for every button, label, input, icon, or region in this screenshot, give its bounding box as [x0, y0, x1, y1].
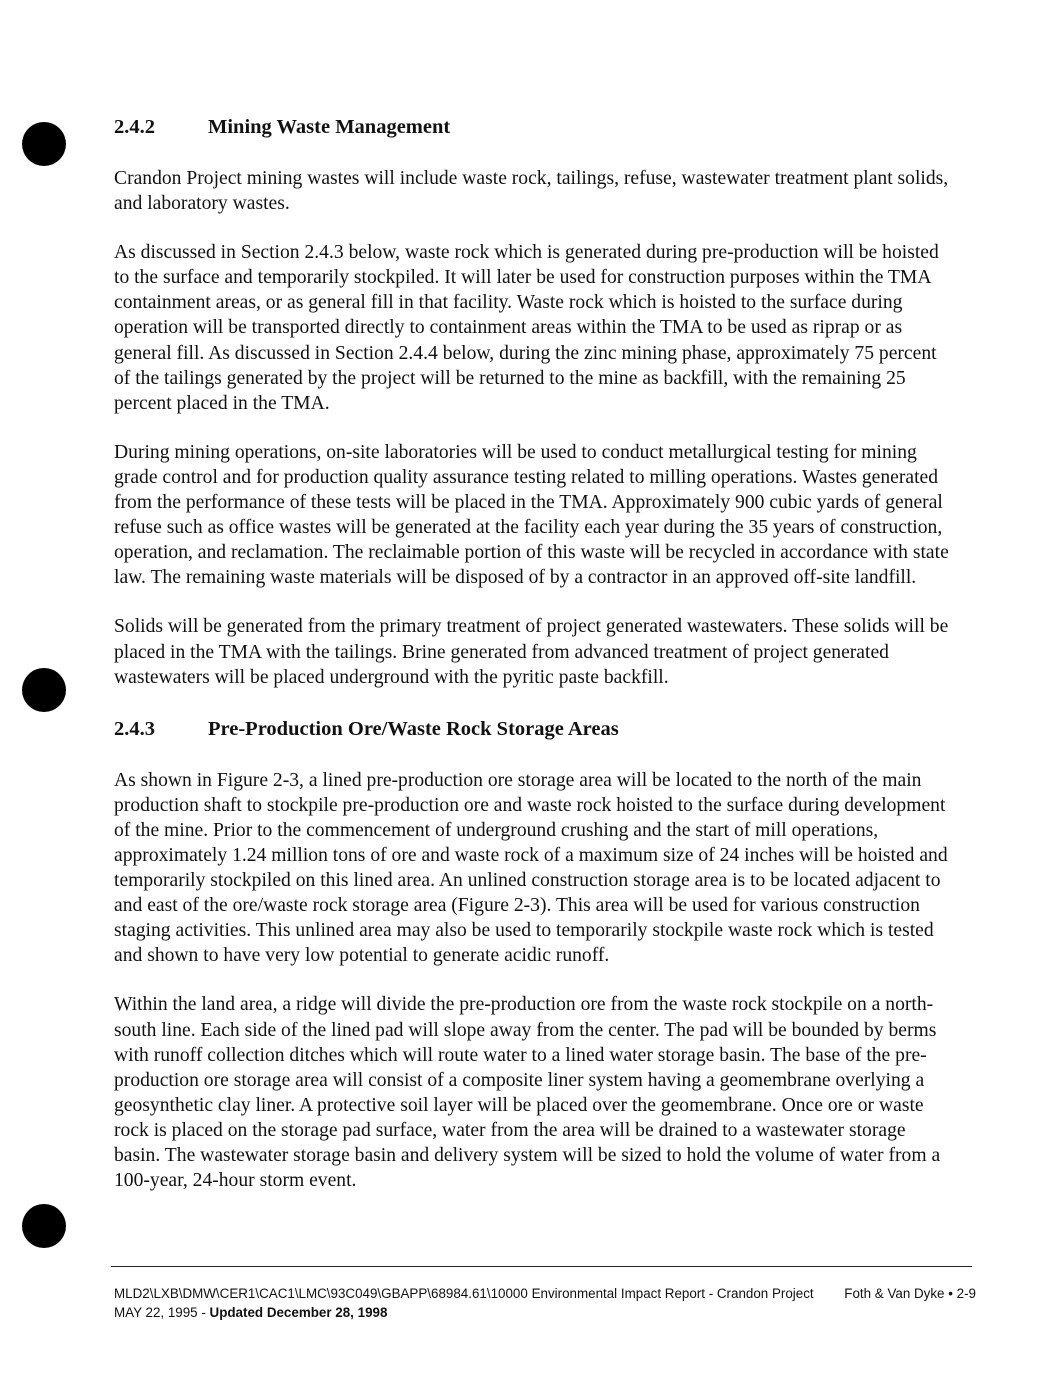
section-title: Mining Waste Management — [208, 116, 451, 138]
binder-hole-bottom — [22, 1204, 66, 1248]
footer-report-title: Environmental Impact Report - Crandon Project — [531, 1286, 814, 1301]
paragraph: As discussed in Section 2.4.3 below, waste rock which is generated during pre-production will be hoisted to the surface and temporarily stockpiled. It will later be used for construction purposes within the TMA containment areas, or as general fill in that facility. Waste rock which is hoisted to the surface during operation will be transported directly to containment areas within the TMA to be used as riprap or as general fill. As discussed in Section 2.4.4 below, during the zinc mining phase, approximately 75 percent of the tailings generated by the project will be returned to the mine as backfill, with the remaining 25 percent placed in the TMA. — [114, 242, 939, 414]
paragraph: As shown in Figure 2-3, a lined pre-production ore storage area will be located to the north of the main production shaft to stockpile pre-production ore and waste rock hoisted to the surface during development of the mine. Prior to the commencement of underground crushing and the start of mill operations, approximately 1.24 million tons of ore and waste rock of a maximum size of 24 inches will be hoisted and temporarily stockpiled on this lined area. An unlined construction storage area is to be located adjacent to and east of the ore/waste rock storage area (Figure 2-3). This area will be used for various construction staging activities. This unlined area may also be used to temporarily stockpile waste rock which is tested and shown to have very low potential to generate acidic runoff. — [114, 769, 948, 967]
binder-hole-top — [22, 122, 66, 166]
footer-left-1 — [114, 1284, 814, 1303]
paragraph: Crandon Project mining wastes will include waste rock, tailings, refuse, wastewater treatment plant solids, and laboratory wastes. — [114, 168, 949, 215]
footer-company-page: Foth & Van Dyke • 2-9 — [844, 1286, 976, 1301]
footer-file-path: MLD2\LXB\DMW\CER1\CAC1\LMC\93C049\GBAPP\68984.61\10000 — [114, 1286, 528, 1301]
binder-hole-middle — [22, 668, 66, 712]
footer-date: MAY 22, 1995 - — [114, 1305, 210, 1320]
page-footer — [114, 1284, 976, 1322]
section-heading-2-4-3 — [114, 714, 949, 744]
section-number: 2.4.2 — [114, 116, 155, 138]
paragraph: Solids will be generated from the primary treatment of project generated wastewaters. These solids will be placed in the TMA with the tailings. Brine generated from advanced treatment of project generated wastewaters will be placed underground with the pyritic paste backfill. — [114, 616, 949, 688]
footer-line-1 — [114, 1284, 976, 1303]
section-heading-2-4-2 — [114, 112, 949, 142]
document-body — [114, 112, 949, 1193]
footer-updated: Updated December 28, 1998 — [209, 1305, 388, 1320]
section-title: Pre-Production Ore/Waste Rock Storage Areas — [208, 717, 619, 740]
footer-divider — [111, 1266, 972, 1267]
paragraph: During mining operations, on-site laboratories will be used to conduct metallurgical testing for mining grade control and for production quality assurance testing related to milling operations. Wastes generated from the performance of these tests will be placed in the TMA. Approximately 900 cubic yards of general refuse such as office wastes will be generated at the facility each year during the 35 years of construction, operation, and reclamation. The reclaimable portion of this waste will be recycled in accordance with state law. The remaining waste materials will be disposed of by a contractor in an approved off-site landfill. — [114, 441, 949, 589]
paragraph: Within the land area, a ridge will divide the pre-production ore from the waste rock stockpile on a north-south line. Each side of the lined pad will slope away from the center. The pad will be bounded by berms with runoff collection ditches which will route water to a lined water storage basin. The base of the pre-production ore storage area will consist of a composite liner system having a geomembrane overlying a geosynthetic clay liner. A protective soil layer will be placed over the geomembrane. Once ore or waste rock is placed on the storage pad surface, water from the area will be drained to a wastewater storage basin. The wastewater storage basin and delivery system will be sized to hold the volume of water from a 100-year, 24-hour storm event. — [114, 994, 941, 1192]
footer-left-2 — [114, 1303, 387, 1322]
section-number: 2.4.3 — [114, 717, 155, 740]
footer-line-2 — [114, 1303, 976, 1322]
